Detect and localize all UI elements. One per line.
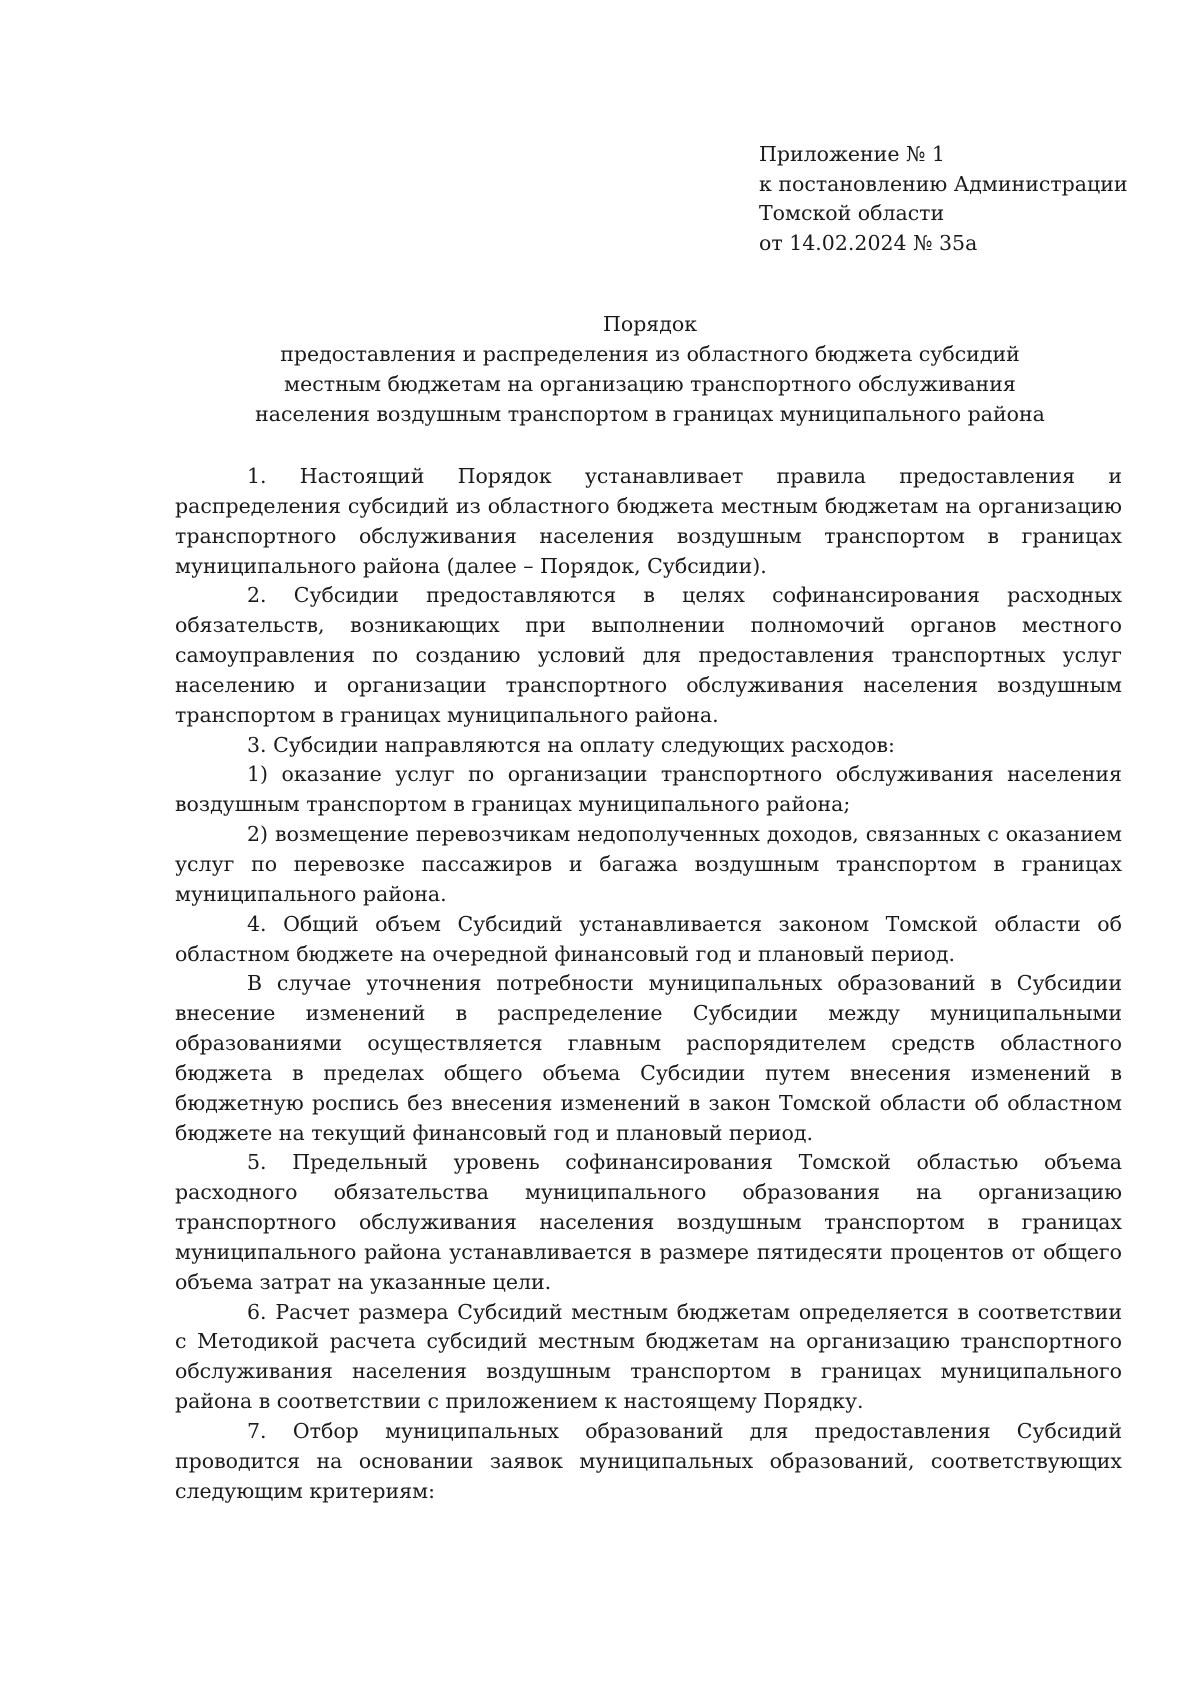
title-line: местным бюджетам на организацию транспортного обслуживания <box>284 372 1016 396</box>
paragraph-4-continuation: В случае уточнения потребности муниципальных образований в Субсидии внесение изменений в распределение Субсидии между муниципальными образованиями осуществляется главным распорядителем средств областного бюджета в пределах общего объема Субсидии путем внесения изменений в бюджетную роспись без внесения изменений в закон Томской области об областном бюджете на текущий финансовый год и плановый период. <box>175 971 1122 1145</box>
paragraph-2: 2. Субсидии предоставляются в целях софинансирования расходных обязательств, возникающих при выполнении полномочий органов местного самоуправления по созданию условий для предоставления транспортных услуг населению и организации транспортного обслуживания населения воздушным транспортом в границах муниципального района. <box>175 583 1122 727</box>
paragraph-3: 3. Субсидии направляются на оплату следующих расходов: <box>247 732 895 757</box>
paragraph-5: 5. Предельный уровень софинансирования Томской областью объема расходного обязательства муниципального образования на организацию транспортного обслуживания населения воздушным транспортом в границах муниципального района устанавливается в размере пятидесяти процентов от общего объема затрат на указанные цели. <box>175 1150 1122 1294</box>
paragraph-3-item-2: 2) возмещение перевозчикам недополученных доходов, связанных с оказанием услуг по перевозке пассажиров и багажа воздушным транспортом в границах муниципального района. <box>175 822 1122 906</box>
paragraph-7: 7. Отбор муниципальных образований для предоставления Субсидий проводится на основании заявок муниципальных образований, соответствующих следующим критериям: <box>175 1419 1122 1503</box>
paragraph-3-item-1: 1) оказание услуг по организации транспортного обслуживания населения воздушным транспортом в границах муниципального района; <box>175 762 1122 817</box>
document-body <box>175 462 1122 1507</box>
paragraph-4: 4. Общий объем Субсидий устанавливается законом Томской области об областном бюджете на очередной финансовый год и плановый период. <box>175 911 1122 966</box>
paragraph-1: 1. Настоящий Порядок устанавливает правила предоставления и распределения субсидий из областного бюджета местным бюджетам на организацию транспортного обслуживания населения воздушным транспортом в границах муниципального района (далее – Порядок, Субсидии). <box>175 464 1122 578</box>
document-title <box>175 309 1125 429</box>
appendix-number: Приложение № 1 <box>759 142 945 166</box>
title-line: предоставления и распределения из областного бюджета субсидий <box>280 342 1020 366</box>
appendix-region: Томской области <box>759 201 945 226</box>
appendix-date: от 14.02.2024 № 35а <box>759 231 978 256</box>
paragraph-6: 6. Расчет размера Субсидий местным бюджетам определяется в соответствии с Методикой расчета субсидий местным бюджетам на организацию транспортного обслуживания населения воздушным транспортом в границах муниципального района в соответствии с приложением к настоящему Порядку. <box>175 1299 1122 1414</box>
title-line: населения воздушным транспортом в границах муниципального района <box>255 402 1045 426</box>
title-heading: Порядок <box>602 312 698 336</box>
appendix-reference: к постановлению Администрации <box>759 171 1128 196</box>
appendix-header <box>759 140 1139 259</box>
